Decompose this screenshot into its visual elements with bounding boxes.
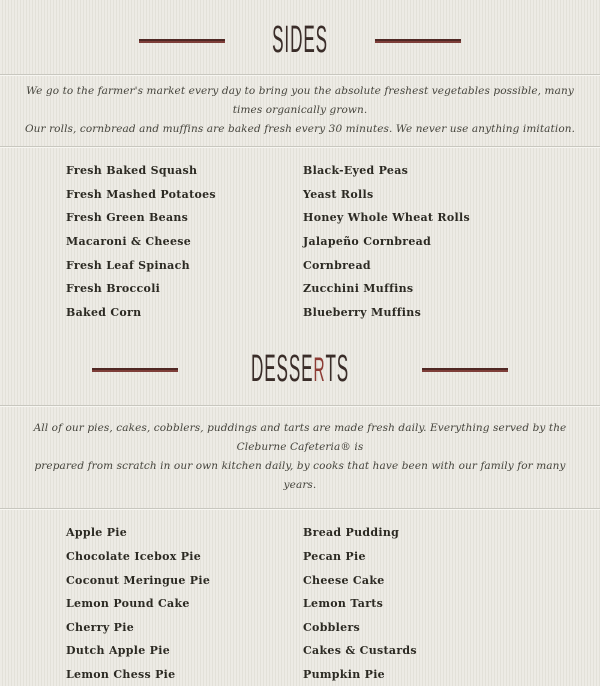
heading-rule-left <box>139 39 225 43</box>
menu-column-left <box>66 159 303 324</box>
menu-item: Fresh Mashed Potatoes <box>66 187 216 201</box>
section-title-text: TS <box>325 348 350 391</box>
menu-column-right <box>303 521 540 686</box>
menu-item: Dutch Apple Pie <box>66 644 171 658</box>
menu-column-left <box>66 521 303 686</box>
menu-item: Bread Pudding <box>303 526 400 540</box>
menu-items <box>66 521 600 686</box>
section-description <box>22 82 578 139</box>
heading-rule-left <box>92 368 178 372</box>
menu-item: Pumpkin Pie <box>303 668 385 682</box>
menu-item: Blueberry Muffins <box>303 305 422 319</box>
menu-item: Jalapeño Cornbread <box>303 235 432 249</box>
description-line: All of our pies, cakes, cobblers, puddings and tarts are made fresh daily. Everything served by the Cleburne Cafeteria® is <box>33 422 567 454</box>
menu-section-desserts <box>0 324 600 686</box>
heading-rule-right <box>422 368 508 372</box>
section-heading <box>0 0 600 74</box>
menu-item: Fresh Leaf Spinach <box>66 258 190 272</box>
menu-column-right <box>303 159 540 324</box>
menu-item: Cobblers <box>303 620 361 634</box>
menu-item: Macaroni & Cheese <box>66 235 192 249</box>
description-line: We go to the farmer's market every day to bring you the absolute freshest vegetables possible, many times organically grown. <box>26 85 574 116</box>
menu-item: Fresh Broccoli <box>66 282 161 296</box>
description-line: prepared from scratch in our own kitchen daily, by cooks that have been with our family for many years. <box>34 460 566 492</box>
menu-item: Baked Corn <box>66 305 142 319</box>
heading-rule-right <box>375 39 461 43</box>
section-title-accent-letter: R <box>313 351 326 390</box>
menu-item: Fresh Green Beans <box>66 211 189 225</box>
section-title <box>272 21 328 60</box>
section-heading <box>0 324 600 405</box>
section-title-text: DESSE <box>250 348 314 391</box>
section-description-band <box>0 405 600 509</box>
description-line: Our rolls, cornbread and muffins are baked fresh every 30 minutes. We never use anything imitation. <box>24 123 576 135</box>
menu-item: Cherry Pie <box>66 620 135 634</box>
menu-item: Black-Eyed Peas <box>303 164 409 178</box>
section-title-text: SIDES <box>272 19 328 61</box>
menu-item: Coconut Meringue Pie <box>66 573 211 587</box>
menu-item: Lemon Tarts <box>303 597 384 611</box>
menu-items <box>66 159 600 324</box>
menu-item: Yeast Rolls <box>303 187 374 201</box>
menu-item: Lemon Chess Pie <box>66 668 176 682</box>
section-description-band <box>0 74 600 147</box>
menu-item: Cakes & Custards <box>303 644 417 658</box>
section-title <box>251 350 349 389</box>
menu-section-sides <box>0 0 600 324</box>
section-description <box>22 419 578 495</box>
menu-item: Apple Pie <box>66 526 128 540</box>
menu-item: Cornbread <box>303 258 371 272</box>
menu-item: Zucchini Muffins <box>303 282 414 296</box>
menu-item: Lemon Pound Cake <box>66 597 190 611</box>
menu-item: Chocolate Icebox Pie <box>66 550 202 564</box>
menu-item: Cheese Cake <box>303 573 385 587</box>
menu-item: Pecan Pie <box>303 550 366 564</box>
menu-item: Fresh Baked Squash <box>66 164 198 178</box>
menu-item: Honey Whole Wheat Rolls <box>303 211 470 225</box>
